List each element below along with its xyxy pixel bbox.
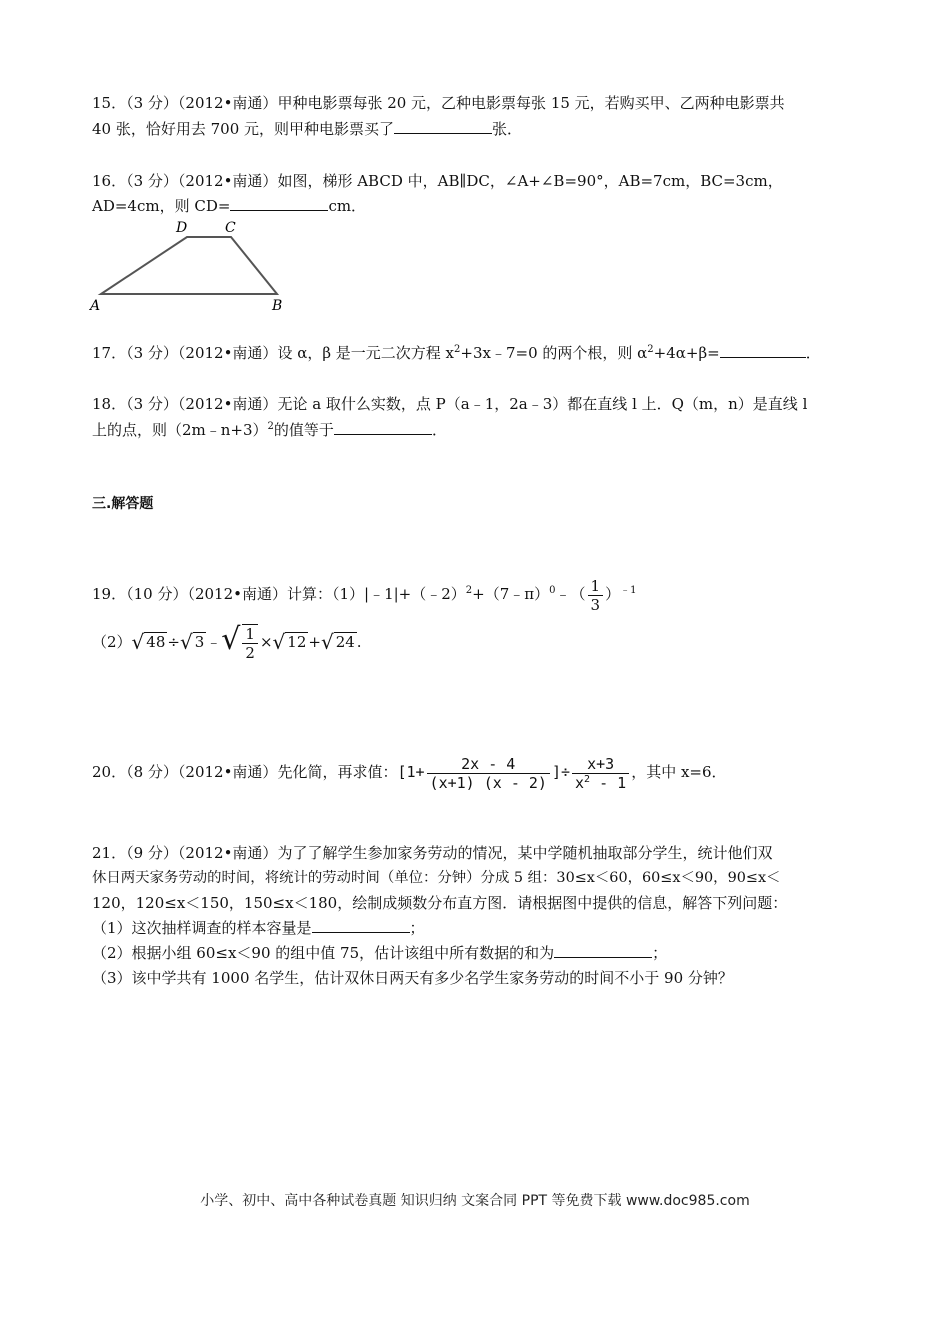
q21-line1 <box>92 843 772 863</box>
q15-answer-blank[interactable] <box>394 119 492 134</box>
q20-fraction1 <box>427 755 550 792</box>
q19-rad4: 12 <box>287 633 307 651</box>
q18-line1 <box>92 394 807 414</box>
q17-answer-blank[interactable] <box>720 343 806 358</box>
q21-line2: 休日两天家务劳动的时间，将统计的劳动时间（单位：分钟）分成 5 组：30≤x＜60，60≤x＜90，90≤x＜ <box>92 870 781 886</box>
q15-line1 <box>92 93 785 113</box>
q19-number: 19． <box>92 585 127 603</box>
section-heading: 三.解答题 <box>92 496 154 512</box>
q19-line2 <box>92 620 362 662</box>
q19-text-mid2: ﹣（ <box>555 585 586 603</box>
q16-answer-blank[interactable] <box>230 196 328 211</box>
q19-fraction <box>588 577 604 614</box>
q20-frac2-den <box>572 774 629 792</box>
q20-frac2-den-rest: - 1 <box>590 773 627 792</box>
q16-number: 16． <box>92 172 127 190</box>
q17-text-post: +4α+β= <box>653 344 720 362</box>
q19-div: ÷ <box>167 633 180 651</box>
q15-text-line2: 40 张，恰好用去 700 元，则甲种电影票买了 <box>92 120 395 138</box>
q21-sub1-text: （1）这次抽样调查的样本容量是 <box>92 919 312 937</box>
q18-line2 <box>92 420 447 440</box>
q19-text-mid: +（7﹣π） <box>472 585 550 603</box>
q19-end: . <box>356 633 362 651</box>
q19-text-pre: 计算：（1）|﹣1|+（﹣2） <box>286 585 466 603</box>
q17-line <box>92 343 821 363</box>
q16-line2 <box>92 196 366 216</box>
q19-sup3: ﹣1 <box>620 585 637 596</box>
q15-line2 <box>92 119 522 139</box>
q18-text-line1: 无论 a 取什么实数，点 P（a﹣1，2a﹣3）都在直线 l 上．Q（m，n）是直线 l <box>277 395 808 413</box>
q20-line <box>92 752 727 792</box>
radical-sign-icon: √ <box>179 630 193 654</box>
q19-rad3-num: 1 <box>242 625 258 644</box>
q16-score: （3 分） <box>126 172 178 190</box>
q15-source: （2012•南通） <box>177 94 278 112</box>
q18-sup: 2 <box>267 421 274 432</box>
q18-number: 18． <box>92 395 127 413</box>
vertex-label-c: C <box>225 220 236 236</box>
q17-text-pre: 设 α，β 是一元二次方程 x <box>277 344 455 362</box>
q21-source: （2012•南通） <box>177 844 278 862</box>
q20-number: 20． <box>92 763 127 781</box>
q21-score: （9 分） <box>126 844 178 862</box>
q20-frac2-den-base: x <box>575 773 585 792</box>
q21-sub1-answer-blank[interactable] <box>312 918 410 933</box>
q21-sub1 <box>92 918 425 938</box>
radical-sign-icon: √ <box>272 630 286 654</box>
q18-score: （3 分） <box>126 395 178 413</box>
q15-number: 15． <box>92 94 127 112</box>
q19-text-close: ） <box>605 585 621 603</box>
q21-sub1-end: ； <box>409 919 425 937</box>
q20-frac1-den: (x+1) (x - 2) <box>429 773 547 792</box>
radical-sign-icon: √ <box>131 630 145 654</box>
q17-sup2: 2 <box>647 344 654 355</box>
q19-part2-label: （2） <box>92 633 132 651</box>
q19-sup1: 2 <box>465 585 473 596</box>
q20-bracket-open: [1+ <box>397 763 425 781</box>
q21-sub2-answer-blank[interactable] <box>554 943 652 958</box>
q19-line1 <box>92 576 636 614</box>
q19-rad5: 24 <box>335 633 355 651</box>
q21-sub2 <box>92 943 667 963</box>
q19-rad2: 3 <box>194 633 205 651</box>
q18-text-pre: 上的点，则（2m﹣n+3） <box>92 421 268 439</box>
q19-rad3-fraction <box>242 624 258 662</box>
q19-plus: + <box>308 633 321 651</box>
q18-source: （2012•南通） <box>177 395 278 413</box>
radical-sign-icon: √ <box>221 622 241 657</box>
q18-text-post: 的值等于 <box>273 421 334 439</box>
q15-text-line1: 甲种电影票每张 20 元，乙种电影票每张 15 元，若购买甲、乙两种电影票共 <box>277 94 785 112</box>
q20-text-post: ，其中 x=6． <box>631 763 727 781</box>
q18-answer-blank[interactable] <box>334 420 432 435</box>
q16-line1 <box>92 171 783 191</box>
q20-frac2-num: x+3 <box>572 755 629 774</box>
q20-frac1-num: 2x - 4 <box>427 755 550 774</box>
q17-source: （2012•南通） <box>177 344 278 362</box>
q15-score: （3 分） <box>126 94 178 112</box>
page-footer[interactable]: 小学、初中、高中各种试卷真题 知识归纳 文案合同 PPT 等免费下载 www.doc985.com <box>200 1193 750 1209</box>
q19-rad1: 48 <box>146 633 166 651</box>
q21-sub3: （3）该中学共有 1000 名学生，估计双休日两天有多少名学生家务劳动的时间不小于 90 分钟？ <box>92 969 733 987</box>
radical-sign-icon: √ <box>320 630 334 654</box>
q16-source: （2012•南通） <box>177 172 278 190</box>
q19-frac-num: 1 <box>588 577 604 596</box>
q17-sup1: 2 <box>454 344 461 355</box>
q20-score: （8 分） <box>126 763 178 781</box>
q19-source: （2012•南通） <box>187 585 287 603</box>
q19-minus: ﹣ <box>206 633 222 651</box>
q19-frac-den: 3 <box>590 595 601 614</box>
q20-frac2-den-sup: 2 <box>584 773 591 785</box>
q20-text-pre: 先化简，再求值： <box>277 763 398 781</box>
vertex-label-b: B <box>272 298 283 314</box>
q19-times: × <box>259 633 273 651</box>
q19-score: （10 分） <box>126 585 188 603</box>
trapezoid-figure <box>88 218 288 314</box>
trapezoid-shape <box>101 237 277 294</box>
q18-text-end: ． <box>431 421 447 439</box>
q17-number: 17． <box>92 344 127 362</box>
q17-text-end: ． <box>805 344 821 362</box>
q17-score: （3 分） <box>126 344 178 362</box>
q16-text-end: cm． <box>328 197 367 215</box>
q19-rad3-den: 2 <box>245 644 255 662</box>
q21-sub2-text: （2）根据小组 60≤x＜90 的组中值 75，估计该组中所有数据的和为 <box>92 944 555 962</box>
vertex-label-d: D <box>176 220 188 236</box>
q21-text-line1: 为了了解学生参加家务劳动的情况，某中学随机抽取部分学生，统计他们双 <box>277 844 773 862</box>
q21-sub2-end: ； <box>652 944 668 962</box>
q20-fraction2 <box>572 755 629 792</box>
q16-text-line2: AD=4cm，则 CD= <box>92 197 231 215</box>
q21-line3: 120，120≤x＜150，150≤x＜180，绘制成频数分布直方图．请根据图中提供的信息，解答下列问题： <box>92 894 788 912</box>
q17-text-mid: +3x﹣7=0 的两个根，则 α <box>460 344 648 362</box>
q20-source: （2012•南通） <box>177 763 278 781</box>
q21-number: 21． <box>92 844 127 862</box>
q19-sup2: 0 <box>549 585 556 596</box>
q16-text-line1: 如图，梯形 ABCD 中，AB∥DC，∠A+∠B=90°，AB=7cm，BC=3cm， <box>277 172 783 190</box>
vertex-label-a: A <box>90 298 101 314</box>
q15-text-end: 张． <box>492 120 523 138</box>
q20-bracket-close: ]÷ <box>551 763 571 781</box>
